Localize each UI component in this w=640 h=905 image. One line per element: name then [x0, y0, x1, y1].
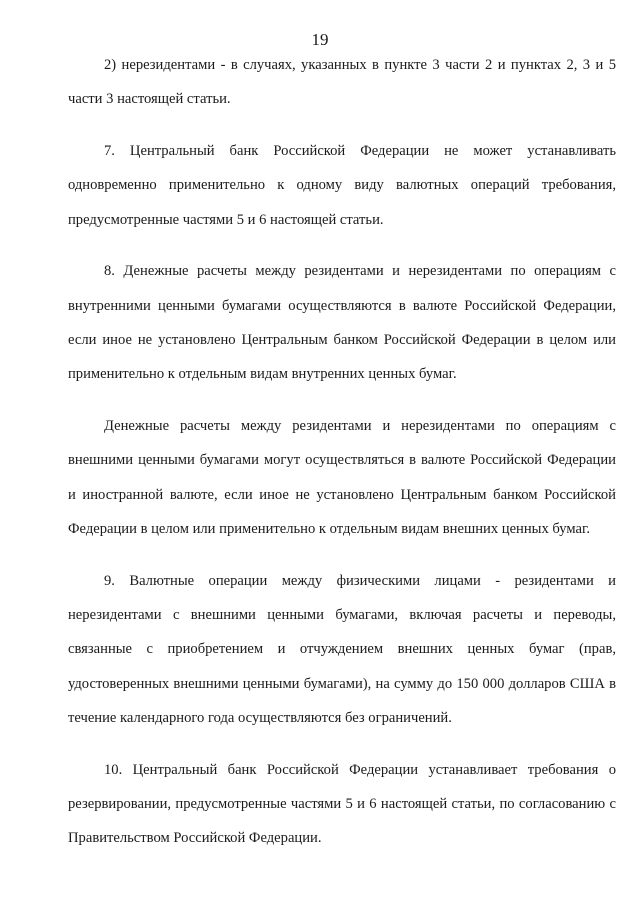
paragraph-item-10: 10. Центральный банк Российской Федерации устанавливает требования о резервировании, предусмотренные частями 5 и 6 настоящей статьи, по согласованию с Правительством Российской Федерации. [68, 761, 616, 847]
paragraph-item-8: 8. Денежные расчеты между резидентами и нерезидентами по операциям с внутренними ценными бумагами осуществляются в валюте Российской Федерации, если иное не установлено Центральным банком Российской Федерации в целом или применительно к отдельным видам внутренних ценных бумаг. [68, 263, 616, 383]
paragraph-item-9: 9. Валютные операции между физическими лицами - резидентами и нерезидентами с внешними ценными бумагами, включая расчеты и переводы, связанные с приобретением и отчуждением внешних ценных бумаг (прав, удостоверенных внешними ценными бумагами), на сумму до 150 000 долларов США в течение календарного года осуществляются без ограничений. [68, 572, 616, 727]
paragraph-item-8-continued: Денежные расчеты между резидентами и нерезидентами по операциям с внешними ценными бумагами могут осуществляться в валюте Российской Федерации и иностранной валюте, если иное не установлено Центральным банком Российской Федерации в целом или применительно к отдельным видам внешних ценных бумаг. [68, 418, 616, 538]
paragraph-item-7: 7. Центральный банк Российской Федерации не может устанавливать одновременно применительно к одному виду валютных операций требования, предусмотренные частями 5 и 6 настоящей статьи. [68, 143, 616, 228]
paragraph-nonresidents-clause: 2) нерезидентами - в случаях, указанных в пункте 3 части 2 и пунктах 2, 3 и 5 части 3 настоящей статьи. [68, 57, 616, 108]
document-body [68, 48, 616, 856]
page-number: 19 [311, 30, 329, 49]
